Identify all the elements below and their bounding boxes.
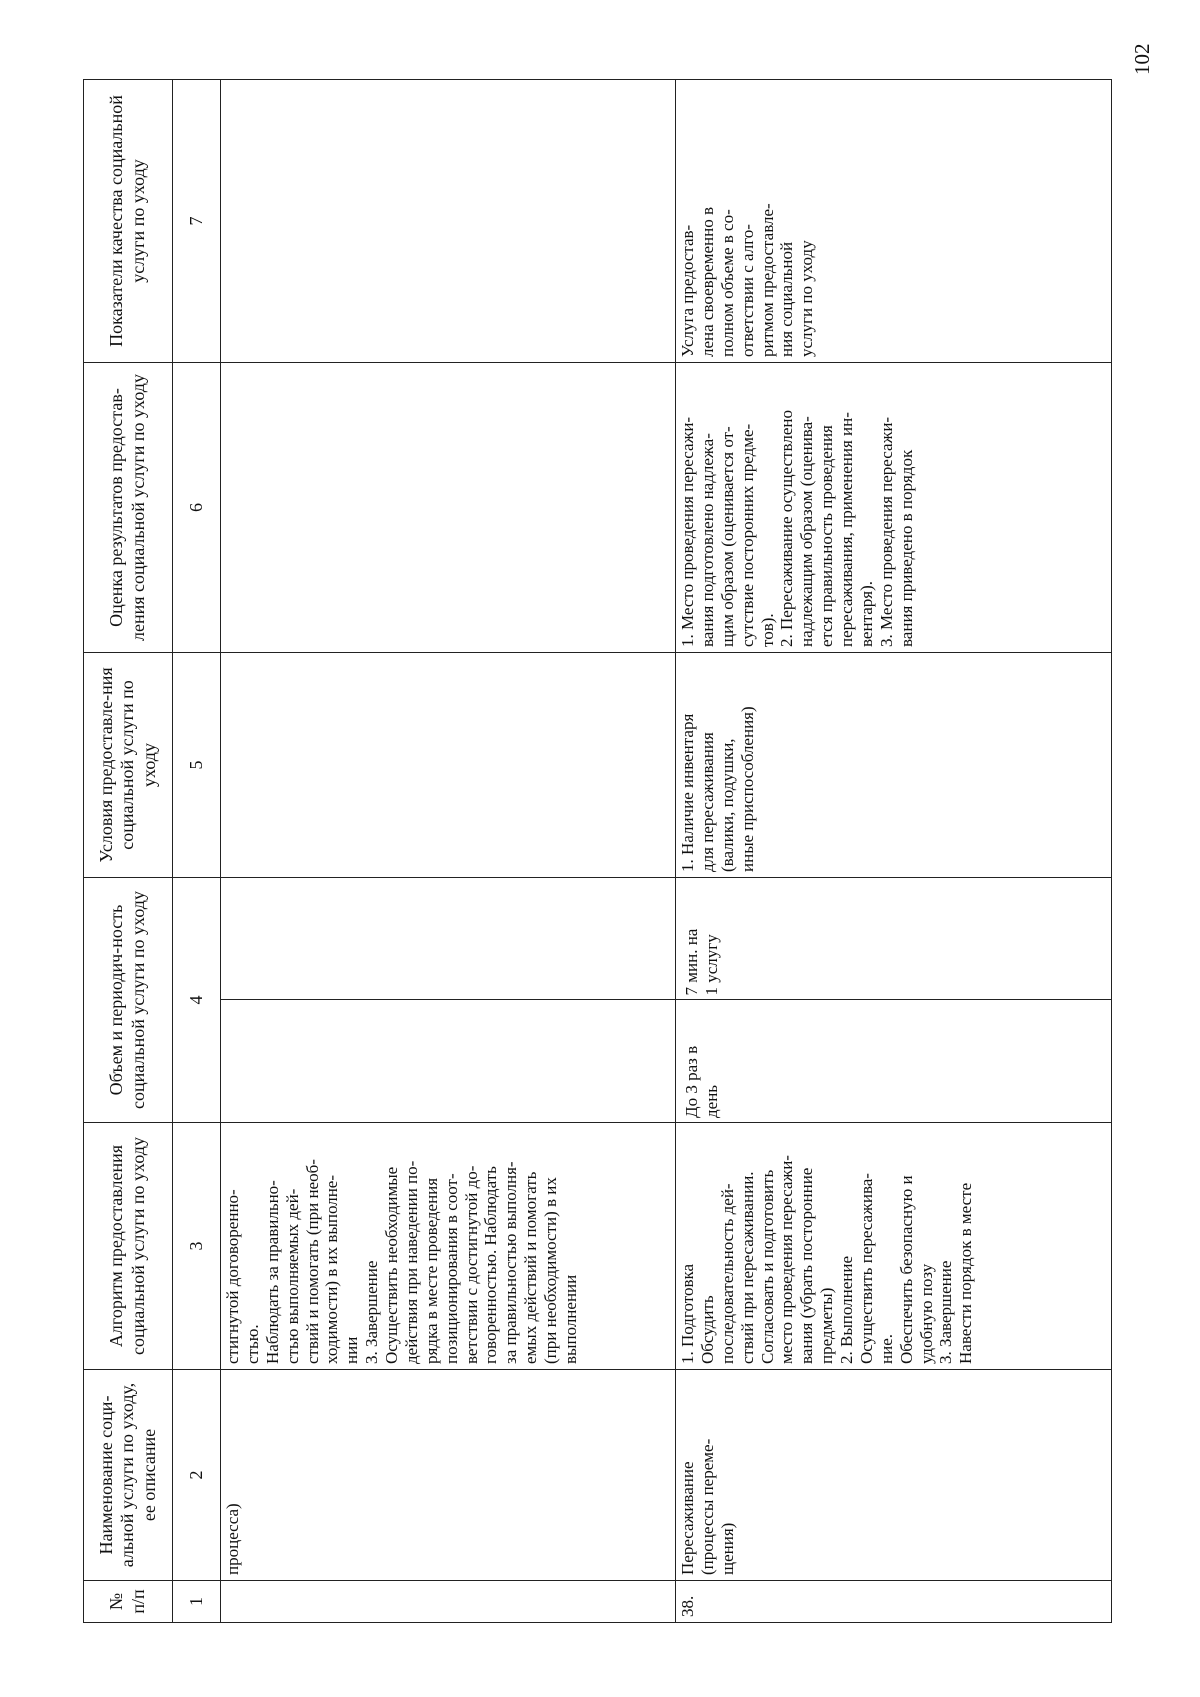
column-number: 6: [173, 363, 221, 653]
column-number-row: [173, 80, 221, 1623]
column-number: 5: [173, 653, 221, 878]
volume-duration: 7 мин. на 1 услугу: [682, 928, 721, 996]
volume-duration: [221, 878, 675, 1000]
column-number: 3: [173, 1123, 221, 1370]
row-number: [221, 1581, 676, 1623]
algorithm: стигнутой договоренно- стью. Наблюдать за правильно- стью выполняемых дей- ствий и помогать (при необ- ходимости) в их выполне- нии 3. Завершение Осуществить необходимые действия при наведении по- рядка в месте проведения позиционирования в соот- ветствии с достигнутой до- говоренностью. Наблюдать за правильностью выполня- емых действий и помогать (при необходимости) в их выполнении: [221, 1123, 676, 1370]
table-row: [676, 80, 1112, 1623]
conditions: [221, 653, 676, 878]
service-name: Пересаживание (процессы переме- щения): [676, 1370, 1112, 1581]
service-name: процесса): [221, 1370, 676, 1581]
algorithm: 1. Подготовка Обсудить последовательность дей- ствий при пересаживании. Согласовать и подготовить место проведения пересажи- вания (убрать посторонние предметы) 2. Выполнение Осуществить пересажива- ние. Обеспечить безопасную и удобную позу 3. Завершение Навести порядок в месте: [676, 1123, 1112, 1370]
header-service-name: Наименование соци-альной услуги по уходу, ее описание: [84, 1370, 173, 1581]
volume-cell: [221, 878, 676, 1123]
quality: Услуга предостав- лена своевременно в полном объеме в со- ответствии с алго- ритмом предоставле- ния социальной услуги по уходу: [676, 80, 1112, 363]
table-header-row: [84, 80, 173, 1623]
quality: [221, 80, 676, 363]
header-number: № п/п: [84, 1581, 173, 1623]
page-number: 102: [1130, 43, 1154, 75]
service-table: [83, 79, 1112, 1623]
evaluation: [221, 363, 676, 653]
header-volume: Объем и периодич-ность социальной услуги по уходу: [84, 878, 173, 1123]
header-conditions: Условия предоставле-ния социальной услуги по уходу: [84, 653, 173, 878]
header-algorithm: Алгоритм предоставления социальной услуги по уходу: [84, 1123, 173, 1370]
volume-frequency: До 3 раз в день: [676, 1000, 1111, 1123]
table-row: [221, 80, 676, 1623]
volume-cell: [676, 878, 1112, 1123]
conditions: 1. Наличие инвентаря для пересаживания (валики, подушки, иные приспособления): [676, 653, 1112, 878]
column-number: 4: [173, 878, 221, 1123]
column-number: 1: [173, 1581, 221, 1623]
header-quality: Показатели качества социальной услуги по уходу: [84, 80, 173, 363]
header-evaluation: Оценка результатов предостав-ления социальной услуги по уходу: [84, 363, 173, 653]
evaluation: 1. Место проведения пересажи- вания подготовлено надлежа- щим образом (оценивается от- сутствие посторонних предме- тов). 2. Пересаживание осуществлено надлежащим образом (оценива- ется правильность проведения пересаживания, применения ин- вентаря). 3. Место проведения пересажи- вания приведено в порядок: [676, 363, 1112, 653]
row-number: 38.: [676, 1581, 1112, 1623]
column-number: 7: [173, 80, 221, 363]
volume-frequency: [221, 1000, 675, 1123]
column-number: 2: [173, 1370, 221, 1581]
